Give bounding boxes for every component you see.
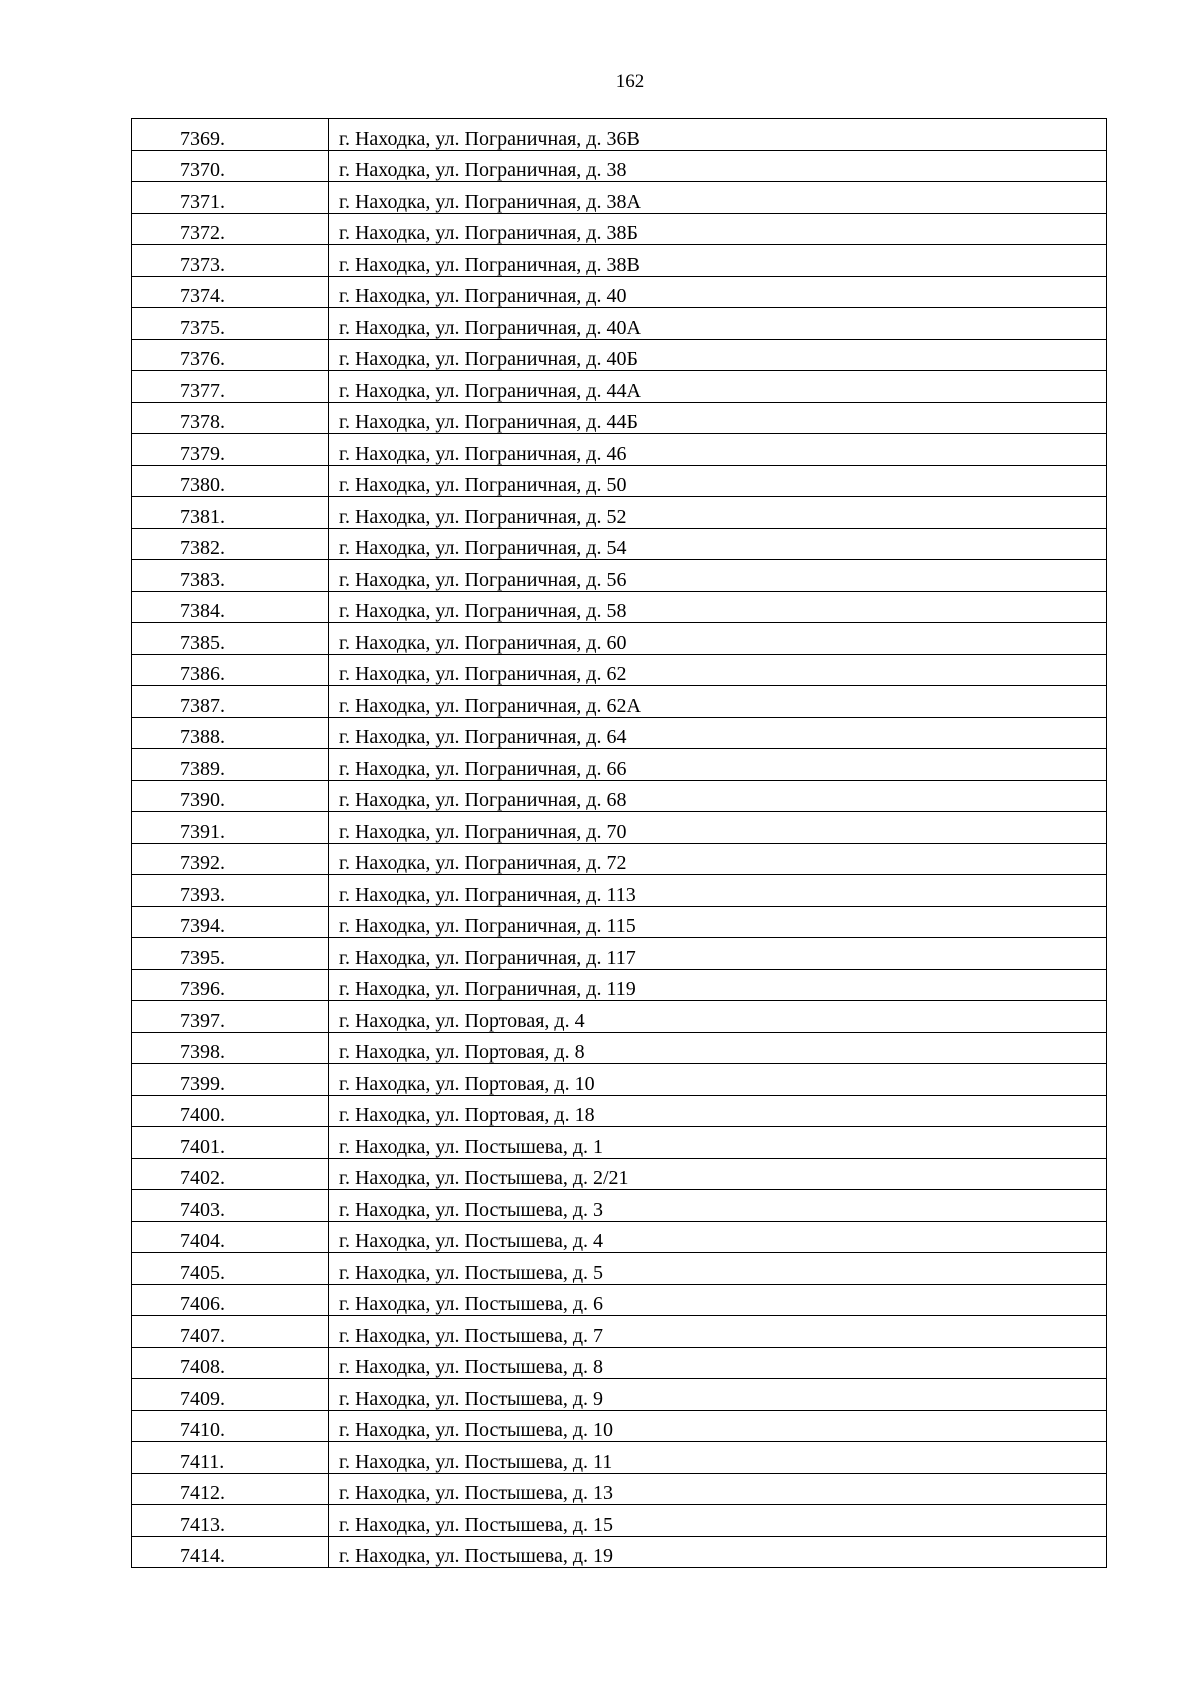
row-number: 7406. [132,1284,329,1316]
row-number: 7384. [132,591,329,623]
address-table [131,118,1107,1568]
row-address: г. Находка, ул. Постышева, д. 15 [329,1505,1107,1537]
row-number: 7379. [132,434,329,466]
row-address: г. Находка, ул. Пограничная, д. 38 [329,150,1107,182]
row-number: 7398. [132,1032,329,1064]
table-row [132,1001,1107,1033]
row-address: г. Находка, ул. Пограничная, д. 40Б [329,339,1107,371]
row-address: г. Находка, ул. Постышева, д. 2/21 [329,1158,1107,1190]
row-address: г. Находка, ул. Пограничная, д. 64 [329,717,1107,749]
table-row [132,119,1107,151]
row-address: г. Находка, ул. Пограничная, д. 54 [329,528,1107,560]
row-number: 7391. [132,812,329,844]
row-number: 7411. [132,1442,329,1474]
row-number: 7394. [132,906,329,938]
row-number: 7386. [132,654,329,686]
table-row [132,812,1107,844]
row-number: 7381. [132,497,329,529]
row-number: 7400. [132,1095,329,1127]
table-row [132,497,1107,529]
table-row [132,1284,1107,1316]
row-address: г. Находка, ул. Портовая, д. 4 [329,1001,1107,1033]
table-row [132,276,1107,308]
row-address: г. Находка, ул. Постышева, д. 8 [329,1347,1107,1379]
row-address: г. Находка, ул. Постышева, д. 4 [329,1221,1107,1253]
table-row [132,402,1107,434]
row-address: г. Находка, ул. Пограничная, д. 46 [329,434,1107,466]
row-number: 7407. [132,1316,329,1348]
row-address: г. Находка, ул. Пограничная, д. 38Б [329,213,1107,245]
row-address: г. Находка, ул. Портовая, д. 18 [329,1095,1107,1127]
page-number: 162 [615,71,645,92]
row-address: г. Находка, ул. Портовая, д. 10 [329,1064,1107,1096]
table-row [132,1064,1107,1096]
row-number: 7372. [132,213,329,245]
table-row [132,1032,1107,1064]
row-number: 7393. [132,875,329,907]
row-address: г. Находка, ул. Пограничная, д. 44Б [329,402,1107,434]
table-row [132,560,1107,592]
row-address: г. Находка, ул. Пограничная, д. 62 [329,654,1107,686]
table-row [132,1095,1107,1127]
row-address: г. Находка, ул. Пограничная, д. 66 [329,749,1107,781]
table-row [132,1473,1107,1505]
row-number: 7401. [132,1127,329,1159]
row-address: г. Находка, ул. Пограничная, д. 60 [329,623,1107,655]
row-number: 7410. [132,1410,329,1442]
row-number: 7408. [132,1347,329,1379]
table-row [132,1158,1107,1190]
table-row [132,434,1107,466]
table-row [132,1536,1107,1568]
row-address: г. Находка, ул. Постышева, д. 19 [329,1536,1107,1568]
table-row [132,591,1107,623]
table-row [132,906,1107,938]
table-row [132,1347,1107,1379]
table-row [132,969,1107,1001]
table-row [132,654,1107,686]
row-number: 7376. [132,339,329,371]
table-row [132,465,1107,497]
table-row [132,623,1107,655]
row-number: 7390. [132,780,329,812]
row-number: 7385. [132,623,329,655]
table-row [132,308,1107,340]
table-row [132,1253,1107,1285]
row-address: г. Находка, ул. Постышева, д. 5 [329,1253,1107,1285]
row-number: 7369. [132,119,329,151]
row-number: 7373. [132,245,329,277]
row-number: 7409. [132,1379,329,1411]
row-address: г. Находка, ул. Постышева, д. 3 [329,1190,1107,1222]
table-row [132,843,1107,875]
table-row [132,245,1107,277]
row-address: г. Находка, ул. Пограничная, д. 38В [329,245,1107,277]
row-number: 7402. [132,1158,329,1190]
row-number: 7413. [132,1505,329,1537]
row-address: г. Находка, ул. Постышева, д. 6 [329,1284,1107,1316]
table-row [132,1221,1107,1253]
table-row [132,749,1107,781]
row-number: 7414. [132,1536,329,1568]
row-number: 7399. [132,1064,329,1096]
table-row [132,1316,1107,1348]
table-row [132,371,1107,403]
row-number: 7392. [132,843,329,875]
row-number: 7397. [132,1001,329,1033]
row-number: 7377. [132,371,329,403]
table-row [132,780,1107,812]
table-row [132,686,1107,718]
row-address: г. Находка, ул. Пограничная, д. 36В [329,119,1107,151]
table-row [132,875,1107,907]
row-address: г. Находка, ул. Пограничная, д. 72 [329,843,1107,875]
table-row [132,1190,1107,1222]
row-number: 7378. [132,402,329,434]
table-row [132,182,1107,214]
row-address: г. Находка, ул. Пограничная, д. 119 [329,969,1107,1001]
table-row [132,938,1107,970]
row-number: 7403. [132,1190,329,1222]
table-row [132,1127,1107,1159]
table-row [132,717,1107,749]
row-number: 7412. [132,1473,329,1505]
row-address: г. Находка, ул. Пограничная, д. 115 [329,906,1107,938]
row-number: 7395. [132,938,329,970]
row-address: г. Находка, ул. Пограничная, д. 58 [329,591,1107,623]
row-address: г. Находка, ул. Постышева, д. 10 [329,1410,1107,1442]
row-address: г. Находка, ул. Пограничная, д. 52 [329,497,1107,529]
table-row [132,1410,1107,1442]
row-number: 7387. [132,686,329,718]
row-number: 7382. [132,528,329,560]
row-number: 7389. [132,749,329,781]
table-row [132,150,1107,182]
row-address: г. Находка, ул. Постышева, д. 13 [329,1473,1107,1505]
address-rows [132,119,1107,1568]
row-number: 7371. [132,182,329,214]
row-number: 7374. [132,276,329,308]
table-row [132,1379,1107,1411]
row-address: г. Находка, ул. Пограничная, д. 50 [329,465,1107,497]
row-number: 7383. [132,560,329,592]
row-address: г. Находка, ул. Постышева, д. 7 [329,1316,1107,1348]
row-number: 7405. [132,1253,329,1285]
row-address: г. Находка, ул. Постышева, д. 1 [329,1127,1107,1159]
row-number: 7375. [132,308,329,340]
row-address: г. Находка, ул. Постышева, д. 11 [329,1442,1107,1474]
row-number: 7370. [132,150,329,182]
row-address: г. Находка, ул. Пограничная, д. 38А [329,182,1107,214]
row-address: г. Находка, ул. Пограничная, д. 56 [329,560,1107,592]
row-address: г. Находка, ул. Пограничная, д. 40А [329,308,1107,340]
table-row [132,1442,1107,1474]
row-address: г. Находка, ул. Пограничная, д. 113 [329,875,1107,907]
row-number: 7388. [132,717,329,749]
row-address: г. Находка, ул. Постышева, д. 9 [329,1379,1107,1411]
row-address: г. Находка, ул. Пограничная, д. 70 [329,812,1107,844]
row-address: г. Находка, ул. Пограничная, д. 44А [329,371,1107,403]
row-number: 7396. [132,969,329,1001]
table-row [132,528,1107,560]
row-address: г. Находка, ул. Портовая, д. 8 [329,1032,1107,1064]
row-address: г. Находка, ул. Пограничная, д. 40 [329,276,1107,308]
row-address: г. Находка, ул. Пограничная, д. 62А [329,686,1107,718]
row-number: 7404. [132,1221,329,1253]
table-row [132,213,1107,245]
table-row [132,1505,1107,1537]
table-row [132,339,1107,371]
row-address: г. Находка, ул. Пограничная, д. 68 [329,780,1107,812]
row-number: 7380. [132,465,329,497]
row-address: г. Находка, ул. Пограничная, д. 117 [329,938,1107,970]
